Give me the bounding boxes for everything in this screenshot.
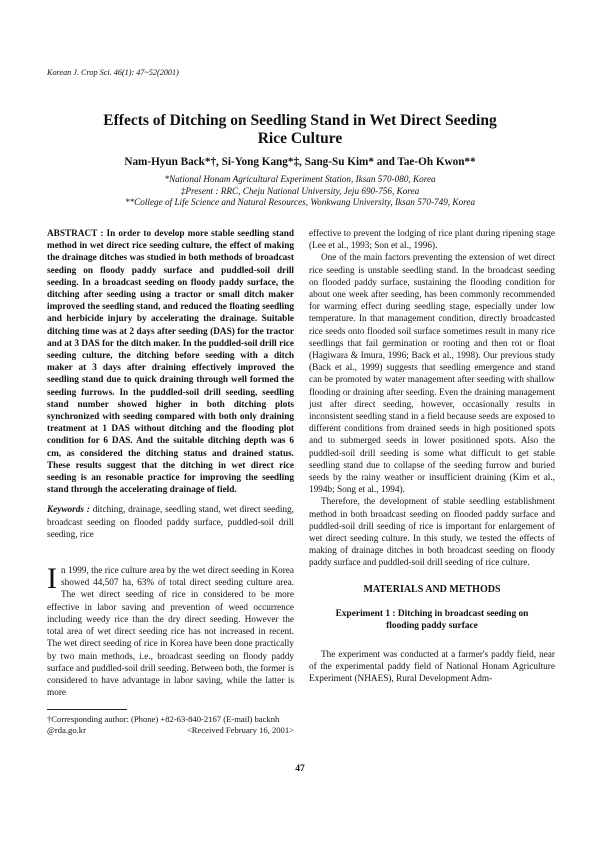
paragraph-objective: Therefore, the development of stable seedling establishment method in both broadcast seeding on flooded paddy surface and puddled-soil drill seeding of rice is important for enlargement of wet direct seeding culture. In this study, we tested the effects of making of drainage ditches in both broadcast seeding on floody paddy surface and puddled-soil drill seeding of rice culture. [309,497,555,569]
affiliation-2: ‡Present : RRC, Cheju National University, Jeju 690-756, Korea [180,185,420,196]
footnote-email-continuation: @rda.go.kr [47,725,86,735]
paragraph-experiment-site: The experiment was conducted at a farmer's paddy field, near of the experimental paddy field of National Honam Agriculture Experiment (NHAES), Rural Development Adm- [309,649,555,685]
affiliations [60,174,540,209]
paragraph-seedling-stand: One of the main factors preventing the extension of wet direct rice seeding is unstable seedling stand. In the broadcast seeding on flooded paddy surface, sustaining the flooding condition for about one week after seeding, has been commonly recommended for warming effect during seedling stage, especially under low temperature. In that management condition, directly broadcasted rice seeds onto flooded soil surface sometimes result in many rice seedlings that fail germination or rooting and then rot or float (Hagiwara & Imura, 1996; Back et al., 1998). Our previous study (Back et al., 1999) suggests that seedling emergence and stand can be promoted by water management after seeding with shallow flooding or draining after seeding. Even the draining management just after direct seeding, however, occasionally results in inconsistent seedling stand in a field because seeds are exposed to different conditions from drained seeds in high positioned spots and to submerged seeds in lower positioned spots. Also the puddled-soil drill seeding is some what difficult to get stable seedling stand due to collapse of the seeding furrow and buried seeds by the rainy weather or insufficient draining (Kim et al., 1994b; Song et al., 1994). [309,253,555,496]
paragraph-continuation: effective to prevent the lodging of rice plant during ripening stage (Lee et al., 1993; Son et al., 1996). [309,229,555,252]
footnote-rule [47,709,127,710]
keywords [47,504,294,541]
affiliation-1: *National Honam Agricultural Experiment Station, Iksan 570-080, Korea [164,174,436,184]
keywords-label: Keywords : [47,505,90,516]
keywords-text: ditching, drainage, seedling stand, wet direct seeding, broadcast seeding on flooded paddy surface, puddled-soil drill seeding, rice [47,505,294,540]
drop-cap: I [47,562,57,596]
affiliation-3: **College of Life Science and Natural Resources, Wonkwang University, Iksan 570-749, Korea [124,197,476,207]
paper-title [60,112,540,148]
introduction-paragraph [47,562,294,699]
introduction-text: n 1999, the rice culture area by the wet direct seeding in Korea showed 44,507 ha, 63% of total direct seeding culture area. The wet direct seeding of rice in considered to be more effective in labor saving and prevention of weed occurrence including weedy rice than the dry direct seeding. However the total area of wet direct seeding rice has not increased in recent. The wet direct seeding of rice in Korea have been done practically by two main methods, i.e., broadcast seeding on floody paddy surface and puddled-soil drill seeding. Between both, the former is considered to have advantage in labor saving, while the latter is more [47,566,294,699]
footnote [47,714,294,736]
left-column [47,228,294,699]
authors: Nam-Hyun Back*†, Si-Yong Kang*‡, Sang-Su Kim* and Tae-Oh Kwon** [124,156,476,168]
experiment-1-heading [309,608,555,633]
title-line-1: Effects of Ditching on Seedling Stand in Wet Direct Seeding [103,112,497,129]
abstract: ABSTRACT : In order to develop more stable seedling stand method in wet direct rice seeding culture, the effect of making the drainage ditches was studied in both methods of broadcast seeding on floody paddy surface and puddled-soil drill seeding. In a broadcast seeding on floody paddy surface, the ditching after seeding using a tractor or small ditch maker improved the seedling stand, and reduced the floating seedling and herbicide injury by accelerating the drainage. Suitable ditching time was at 2 days after seeding (DAS) for the tractor and at 3 DAS for the ditch maker. In the puddled-soil drill rice seeding culture, the ditching before seeding with a ditch maker at 3 days after draining effectively improved the seedling stand due to quick draining through well formed the seeding furrows. In the puddled-soil drill seeding, seedling stand number showed higher in both ditching plots synchronized with seeding compared with both only draining treatment at 1 DAS without ditching and the flooding plot condition for 6 DAS. And the suitable ditching depth was 6 cm, as considered the ditching status and drained status. These results suggest that the ditching in wet direct rice seeding is an resonable practice for improving the seedling stand through the accelerating drainage of field. [47,229,294,496]
page-number: 47 [295,764,305,774]
section-heading-materials-methods: MATERIALS AND METHODS [363,583,501,595]
footnote-corresponding-author: †Corresponding author: (Phone) +82-63-840-2167 (E-mail) backnh [47,714,280,724]
title-line-2: Rice Culture [257,130,343,147]
experiment-heading-line-2: flooding paddy surface [386,621,478,632]
received-date: <Received February 16, 2001> [186,725,294,735]
journal-citation: Korean J. Crop Sci. 46(1): 47~52(2001) [47,68,179,77]
experiment-heading-line-1: Experiment 1 : Ditching in broadcast seeding on [335,608,529,619]
right-column [309,228,555,686]
